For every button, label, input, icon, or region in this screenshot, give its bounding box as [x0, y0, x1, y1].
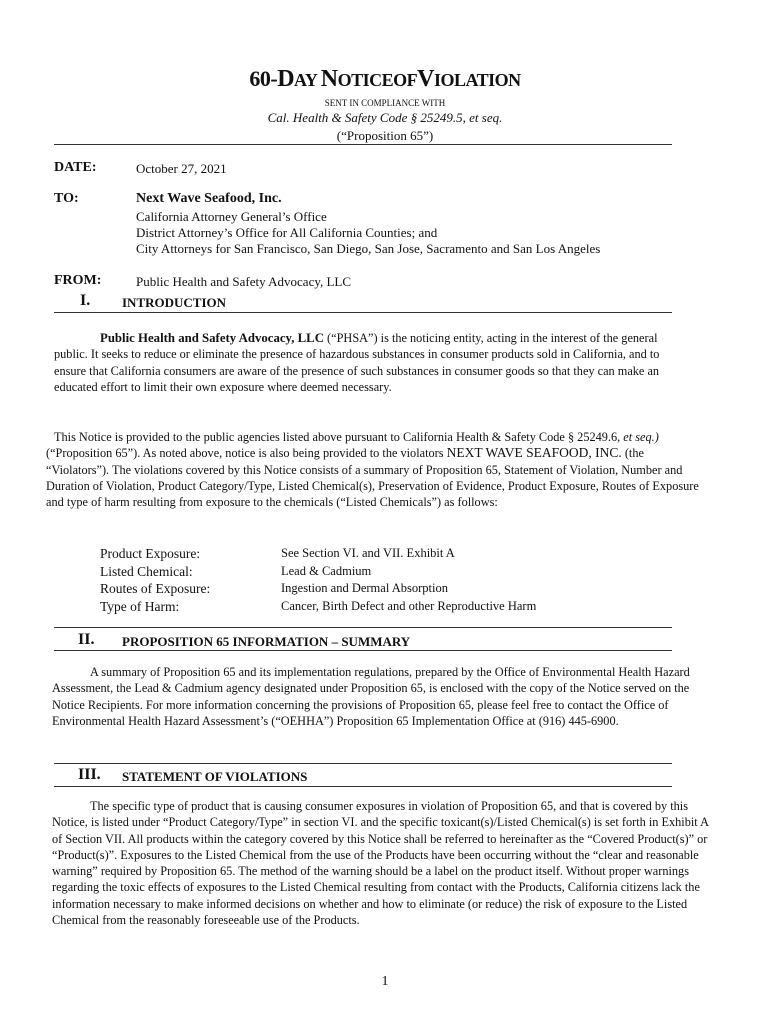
violations-paragraph: The specific type of product that is causing consumer exposures in violation of Proposition 65, and that is covered by this Notice, is listed under “Product Category/Type” in section VI. and the specific toxicant(s)/Listed Chemical(s) is set forth in Exhibit A of Section VII. All products within the category covered by this Notice shall be referred to hereinafter as the “Covered Product(s)” or “Product(s)”. Exposures to the Listed Chemical from the use of the Products have been occurring without the “clear and reasonable warning” required by Proposition 65. The method of the warning should be a label on the product itself. Without proper warnings regarding the toxic effects of exposures to the Listed Chemical resulting from contact with the Products, California citizens lack the information necessary to make informed decisions on whether and how to eliminate (or reduce) the risk of exposure to the Listed Chemical from the reasonably foreseeable use of the Products.	[52, 799, 709, 928]
page-number: 1	[381, 974, 389, 989]
notice-paragraph: This Notice is provided to the public agencies listed above pursuant to California Health & Safety Code § 25249.6, et seq.) (“Proposition 65”). As noted above, notice is also being provided to the violators NEXT WAVE SEAFOOD, INC. (the “Violators”). The violations covered by this Notice consists of a summary of Proposition 65, Statement of Violation, Number and Duration of Violation, Product Category/Type, Listed Chemical(s), Preservation of Evidence, Product Exposure, Routes of Exposure and type of harm resulting from exposure to the chemicals (“Listed Chemicals”) as follows:	[46, 430, 699, 510]
to-label: TO:	[54, 191, 79, 206]
intro-paragraph: Public Health and Safety Advocacy, LLC (“PHSA”) is the noticing entity, acting in the interest of the general public. It seeks to reduce or eliminate the presence of hazardous substances in consumer products sold in California, and to ensure that California consumers are aware of the presence of such substances in consumer goods so that they can make an educated effort to limit their own exposure where deemed necessary.	[54, 331, 660, 394]
from-value: Public Health and Safety Advocacy, LLC	[136, 274, 352, 289]
summary-value: Lead & Cadmium	[281, 563, 372, 578]
section-title-introduction: INTRODUCTION	[122, 295, 227, 310]
summary-key: Product Exposure:	[100, 546, 201, 561]
section-divider	[54, 312, 672, 313]
code-citation: Cal. Health & Safety Code § 25249.5, et seq.	[267, 110, 503, 125]
prop65-paragraph: A summary of Proposition 65 and its implementation regulations, prepared by the Office of Environmental Health Hazard Assessment, the Lead & Cadmium agency designated under Proposition 65, is enclosed with the copy of the Notice served on the Notice Recipients. For more information concerning the provisions of Proposition 65, please feel free to contact the Office of Environmental Health Hazard Assessment’s (“OEHHA”) Proposition 65 Implementation Office at (916) 445-6900.	[52, 665, 690, 728]
proposition-label: (“Proposition 65”)	[336, 128, 434, 143]
summary-value: See Section VI. and VII. Exhibit A	[281, 546, 455, 560]
recipient-line: California Attorney General’s Office	[136, 209, 327, 224]
summary-value: Cancer, Birth Defect and other Reproductive Harm	[281, 598, 537, 613]
section-divider	[54, 627, 672, 628]
summary-key: Listed Chemical:	[100, 563, 193, 579]
date-value: October 27, 2021	[136, 161, 227, 176]
section-divider	[54, 786, 672, 787]
section-divider	[54, 650, 672, 651]
from-label: FROM:	[54, 273, 102, 288]
summary-row	[100, 563, 536, 581]
summary-value: Ingestion and Dermal Absorption	[281, 581, 448, 595]
summary-key: Type of Harm:	[100, 598, 180, 614]
section-number: III.	[78, 766, 101, 783]
compliance-caption: SENT IN COMPLIANCE WITH	[324, 98, 446, 108]
section-divider	[54, 763, 672, 764]
section-number: II.	[78, 631, 95, 648]
summary-row	[100, 545, 536, 563]
date-label: DATE:	[54, 160, 97, 175]
section-title-violations: STATEMENT OF VIOLATIONS	[122, 769, 308, 784]
recipient-line: District Attorney’s Office for All California Counties; and	[136, 225, 438, 240]
recipient-name: Next Wave Seafood, Inc.	[136, 191, 282, 206]
recipient-line: City Attorneys for San Francisco, San Diego, San Jose, Sacramento and San Los Angeles	[136, 241, 601, 256]
section-title-proposition-65: PROPOSITION 65 INFORMATION – SUMMARY	[122, 634, 411, 649]
summary-row	[100, 598, 536, 616]
section-number: I.	[80, 292, 91, 309]
summary-row	[100, 580, 536, 598]
summary-key: Routes of Exposure:	[100, 581, 211, 596]
document-title: 60-DAY NOTICEOFVIOLATION	[249, 66, 521, 92]
exposure-summary-table	[100, 545, 536, 615]
header-divider	[54, 144, 672, 145]
